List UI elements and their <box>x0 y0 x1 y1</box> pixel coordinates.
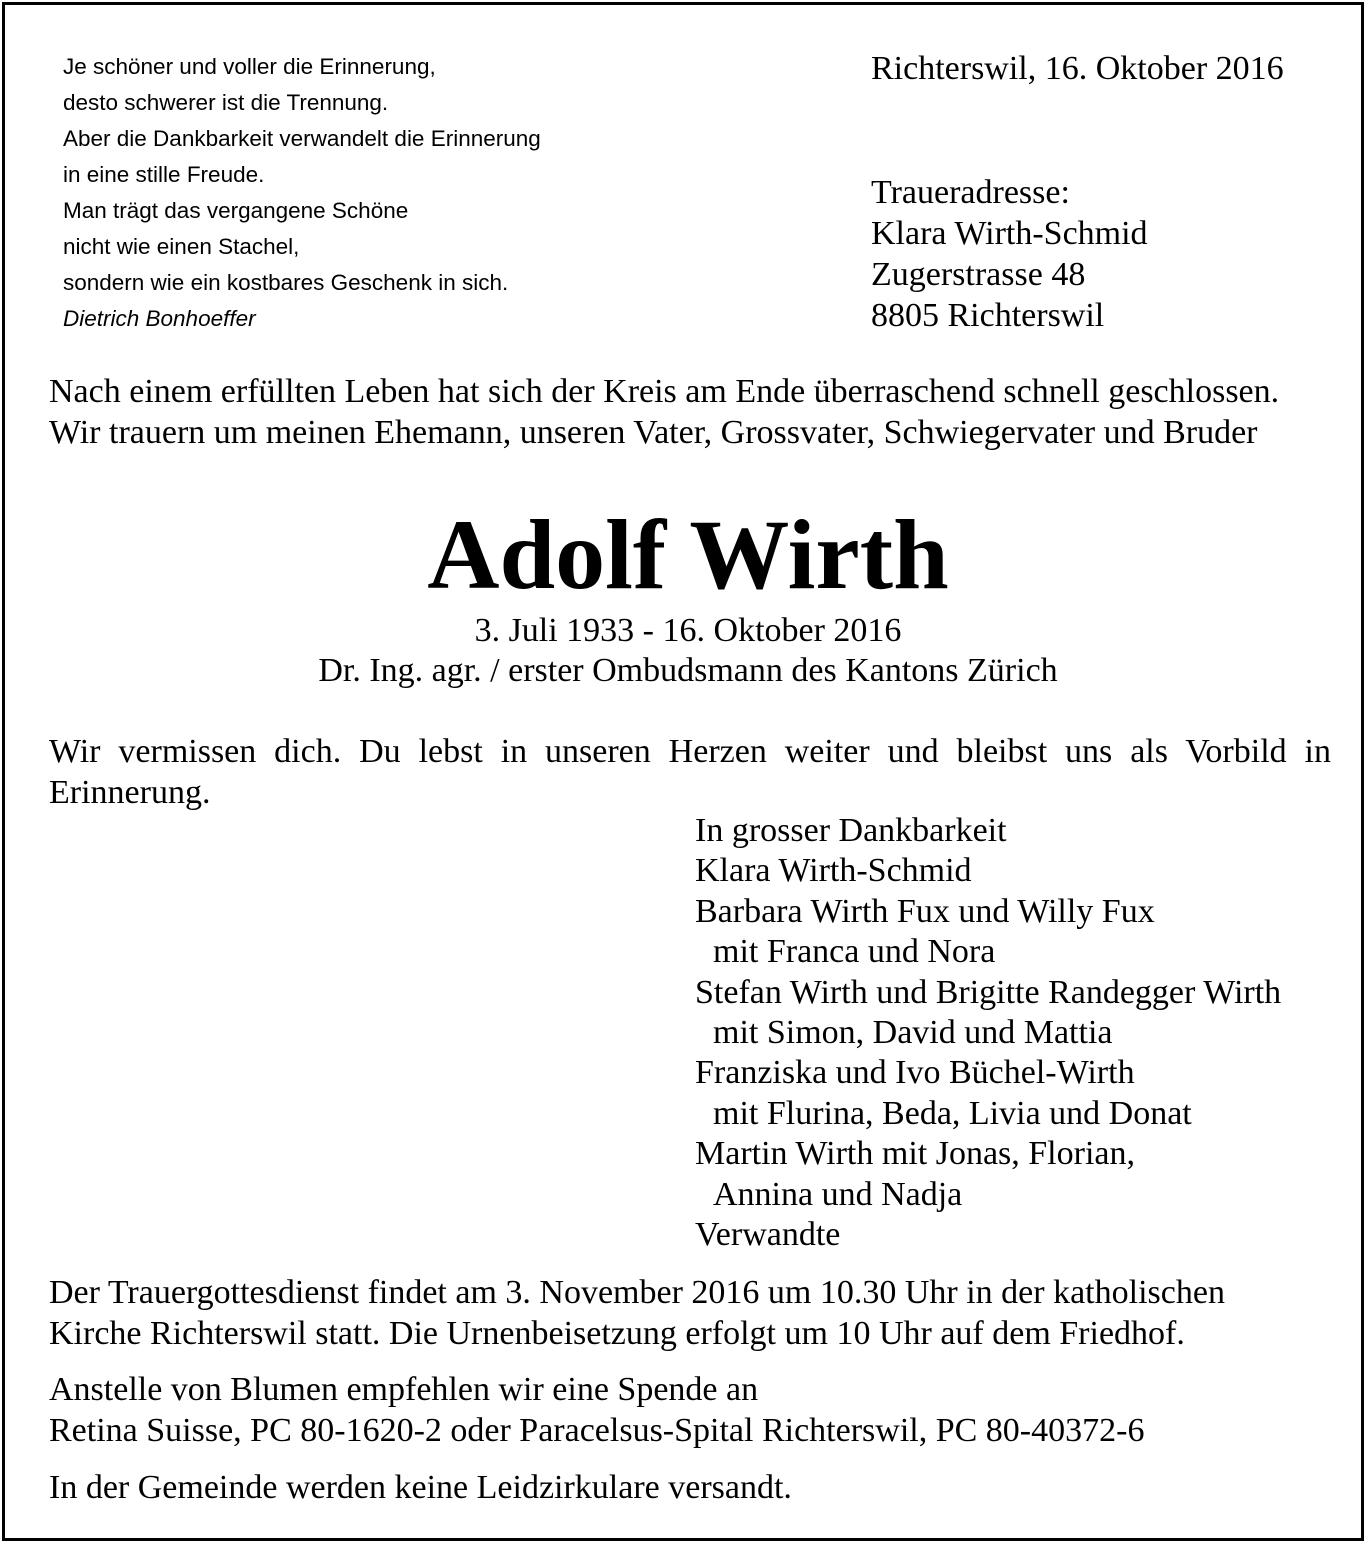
family-member: Stefan Wirth und Brigitte Randegger Wirth <box>695 973 1282 1011</box>
quote-line: in eine stille Freude. <box>63 162 265 187</box>
quote-block <box>63 49 541 337</box>
family-member: mit Flurina, Beda, Livia und Donat <box>713 1094 1192 1132</box>
obituary-frame <box>2 2 1364 1541</box>
quote-line: sondern wie ein kostbares Geschenk in sich. <box>63 270 509 295</box>
family-member: mit Simon, David und Mattia <box>713 1014 1113 1052</box>
quote-line: nicht wie einen Stachel, <box>63 234 300 259</box>
intro-text <box>49 371 1279 453</box>
address-name: Klara Wirth-Schmid <box>871 215 1148 252</box>
service-line: Der Trauergottesdienst findet am 3. November 2016 um 10.30 Uhr in der katholischen <box>49 1274 1225 1311</box>
quote-line: Man trägt das vergangene Schöne <box>63 198 409 223</box>
funeral-service-info <box>49 1272 1225 1354</box>
address-label: Traueradresse: <box>871 174 1070 211</box>
mourning-address <box>871 172 1148 336</box>
place-date: Richterswil, 16. Oktober 2016 <box>871 50 1284 87</box>
donation-line: Retina Suisse, PC 80-1620-2 oder Paracelsus-Spital Richterswil, PC 80-40372-6 <box>49 1412 1145 1449</box>
gratitude-line: In grosser Dankbarkeit <box>695 812 1007 849</box>
quote-author: Dietrich Bonhoeffer <box>63 306 256 331</box>
quote-line: Aber die Dankbarkeit verwandelt die Erinnerung <box>63 126 541 151</box>
address-street: Zugerstrasse 48 <box>871 256 1086 293</box>
life-dates: 3. Juli 1933 - 16. Oktober 2016 <box>474 612 902 649</box>
quote-line: Je schöner und voller die Erinnerung, <box>63 54 436 79</box>
family-member: Barbara Wirth Fux und Willy Fux <box>695 892 1155 930</box>
family-member: Martin Wirth mit Jonas, Florian, <box>695 1135 1135 1173</box>
deceased-title: Dr. Ing. agr. / erster Ombudsmann des Kantons Zürich <box>318 652 1058 689</box>
remembrance-text <box>49 731 1331 813</box>
family-member: Franziska und Ivo Büchel-Wirth <box>695 1054 1135 1092</box>
address-city: 8805 Richterswil <box>871 297 1105 334</box>
deceased-name: Adolf Wirth <box>427 499 949 610</box>
family-signatures <box>695 811 1281 1255</box>
service-line: Kirche Richterswil statt. Die Urnenbeisetzung erfolgt um 10 Uhr auf dem Friedhof. <box>49 1315 1185 1352</box>
donation-line: Anstelle von Blumen empfehlen wir eine Spende an <box>49 1371 759 1408</box>
donation-info <box>49 1369 1144 1451</box>
family-member: Annina und Nadja <box>713 1175 963 1213</box>
family-member: Verwandte <box>695 1216 841 1254</box>
remembrance-line: Wir vermissen dich. Du lebst in unseren Herzen weiter und bleibst uns als Vorbild in <box>49 733 1331 770</box>
remembrance-line: Erinnerung. <box>49 774 211 811</box>
family-member: Klara Wirth-Schmid <box>695 852 972 890</box>
family-member: mit Franca und Nora <box>713 933 996 971</box>
intro-line: Nach einem erfüllten Leben hat sich der Kreis am Ende überraschend schnell geschlossen. <box>49 373 1280 410</box>
quote-line: desto schwerer ist die Trennung. <box>63 90 389 115</box>
intro-line: Wir trauern um meinen Ehemann, unseren Vater, Grossvater, Schwiegervater und Bruder <box>49 414 1258 451</box>
circular-note: In der Gemeinde werden keine Leidzirkulare versandt. <box>49 1469 792 1506</box>
